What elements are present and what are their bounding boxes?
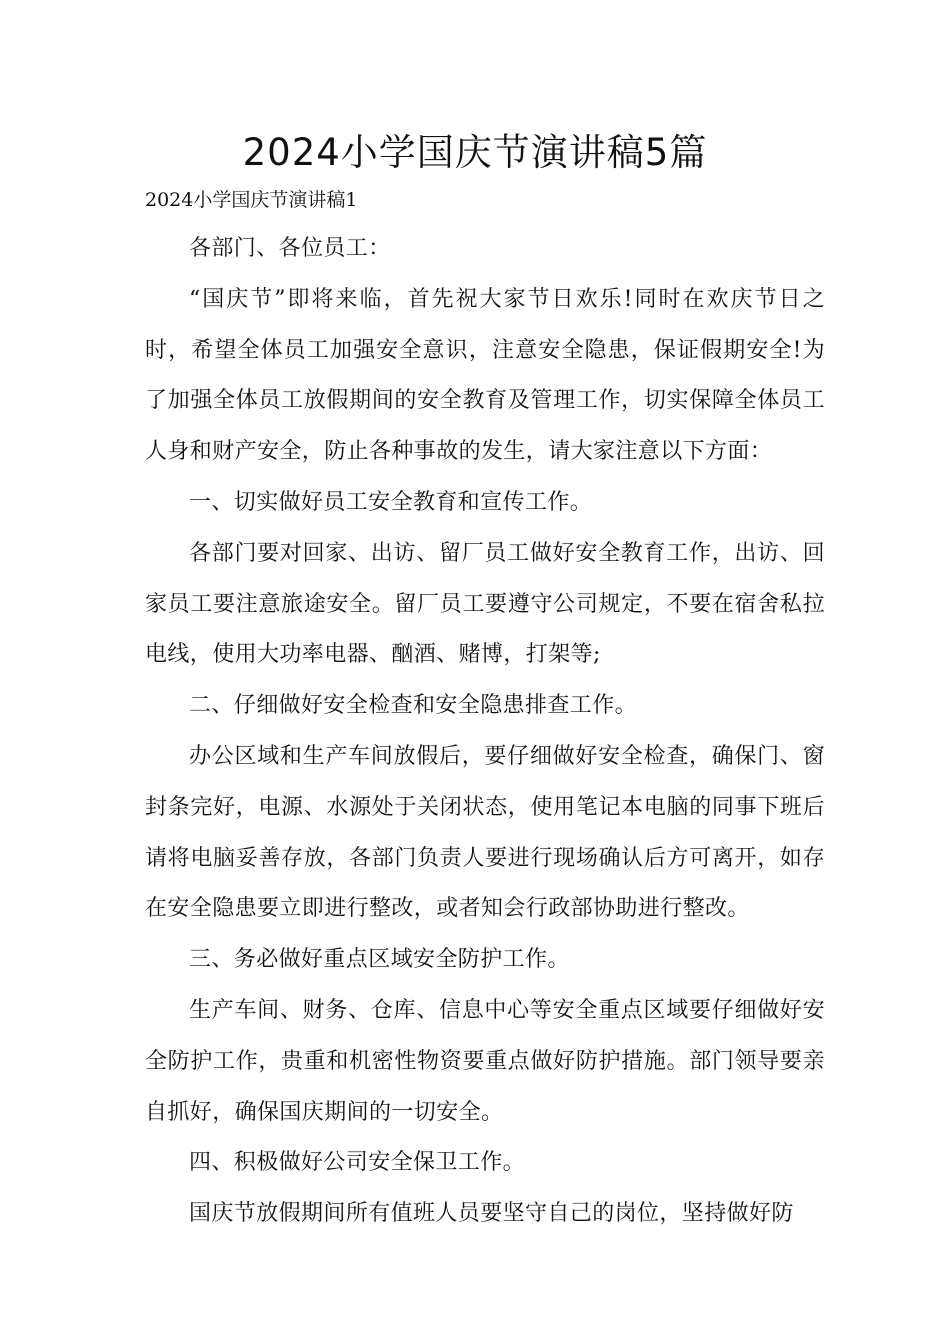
body-paragraph: “国庆节”即将来临，首先祝大家节日欢乐!同时在欢庆节日之时，希望全体员工加强安全意识，注意安全隐患，保证假期安全!为了加强全体员工放假期间的安全教育及管理工作，切实保障全体员工人身和财产安全，防止各种事故的发生，请大家注意以下方面： xyxy=(145,286,825,465)
section-point-2: 二、仔细做好安全检查和安全隐患排查工作。 xyxy=(189,693,638,719)
body-paragraph: 各部门要对回家、出访、留厂员工做好安全教育工作，出访、回家员工要注意旅途安全。留厂员工要遵守公司规定，不要在宿舍私拉电线，使用大功率电器、酗酒、赌博，打架等; xyxy=(145,540,825,668)
body-paragraph: 生产车间、财务、仓库、信息中心等安全重点区域要仔细做好安全防护工作，贵重和机密性物资要重点做好防护措施。部门领导要亲自抓好，确保国庆期间的一切安全。 xyxy=(145,997,825,1125)
salutation: 各部门、各位员工： xyxy=(189,236,391,261)
body-paragraph: 办公区域和生产车间放假后，要仔细做好安全检查，确保门、窗封条完好，电源、水源处于关闭状态，使用笔记本电脑的同事下班后请将电脑妥善存放，各部门负责人要进行现场确认后方可离开，如存在安全隐患要立即进行整改，或者知会行政部协助进行整改。 xyxy=(145,743,825,922)
section-point-4: 四、积极做好公司安全保卫工作。 xyxy=(189,1150,526,1176)
document-title: 2024小学国庆节演讲稿5篇 xyxy=(242,131,708,174)
body-paragraph: 国庆节放假期间所有值班人员要坚守自己的岗位，坚持做好防 xyxy=(189,1201,794,1227)
document-body xyxy=(145,224,825,1240)
section-point-1: 一、切实做好员工安全教育和宣传工作。 xyxy=(189,489,593,515)
section-point-3: 三、务必做好重点区域安全防护工作。 xyxy=(189,947,570,973)
section-heading: 2024小学国庆节演讲稿1 xyxy=(145,189,358,211)
